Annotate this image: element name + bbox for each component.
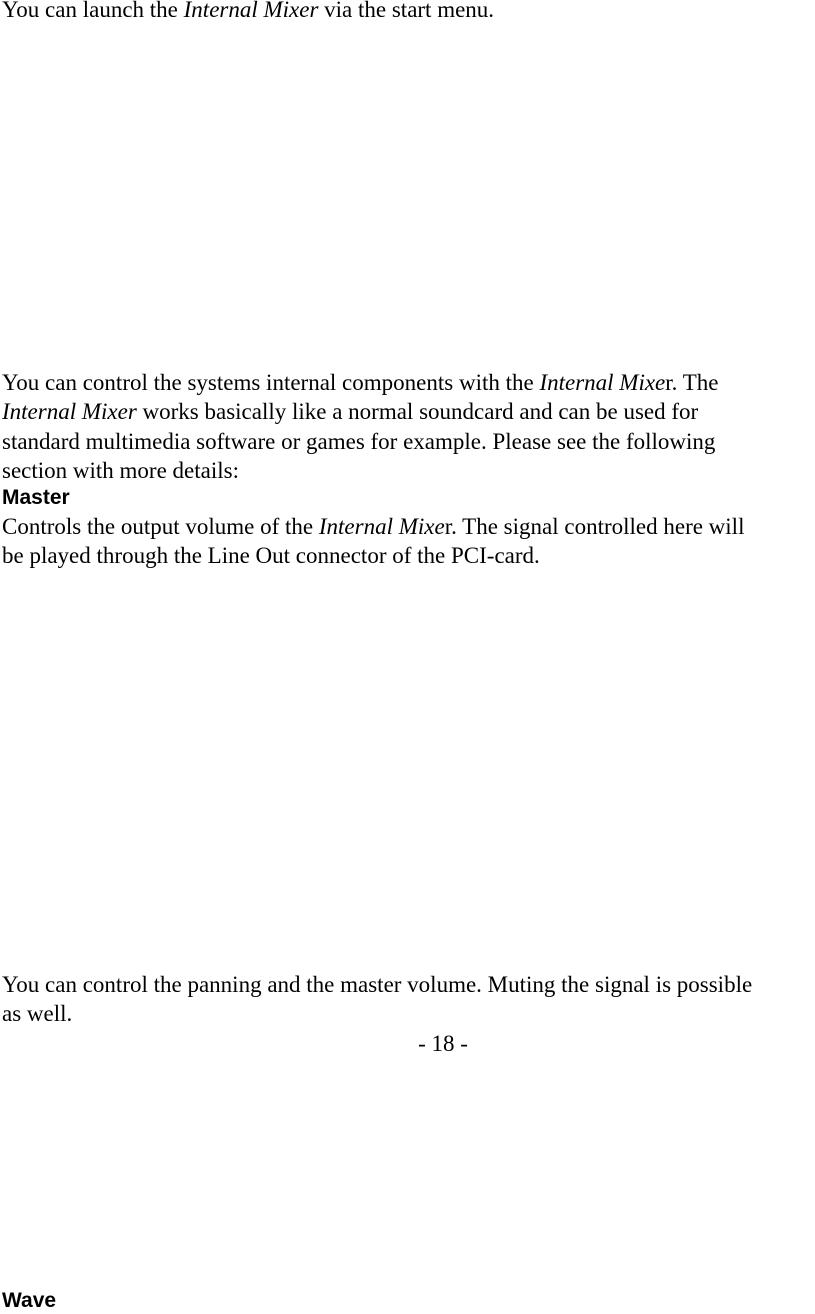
overview-line-4: section with more details: (2, 457, 239, 483)
panning-line-1: You can control the panning and the master volume. Muting the signal is possible (2, 972, 753, 997)
master-paragraph (2, 512, 814, 571)
overview-line-3: standard multimedia software or games for example. Please see the following (2, 428, 716, 454)
internal-mixer-emphasis: Internal Mixe (318, 514, 445, 539)
overview-line-2: Internal Mixer works basically like a normal soundcard and can be used for (2, 399, 699, 425)
internal-mixer-emphasis: Internal Mixer (183, 0, 319, 22)
overview-paragraph (2, 368, 814, 485)
page-number: - 18 - (418, 1031, 468, 1056)
master-heading: Master (2, 486, 70, 509)
internal-mixer-emphasis: Internal Mixe (539, 370, 666, 395)
intro-line: You can launch the Internal Mixer via the start menu. (2, 0, 814, 24)
wave-heading: Wave (2, 1289, 57, 1312)
panning-line-2: as well. (2, 1001, 73, 1027)
master-line-1: Controls the output volume of the Internal Mixer. The signal controlled here will (2, 514, 745, 539)
panning-paragraph (2, 970, 814, 1029)
overview-line-1: You can control the systems internal components with the Internal Mixer. The (2, 370, 719, 395)
internal-mixer-emphasis: Internal Mixer (2, 399, 137, 425)
intro-paragraph (2, 0, 814, 24)
master-line-2: be played through the Line Out connector of the PCI-card. (2, 543, 540, 569)
